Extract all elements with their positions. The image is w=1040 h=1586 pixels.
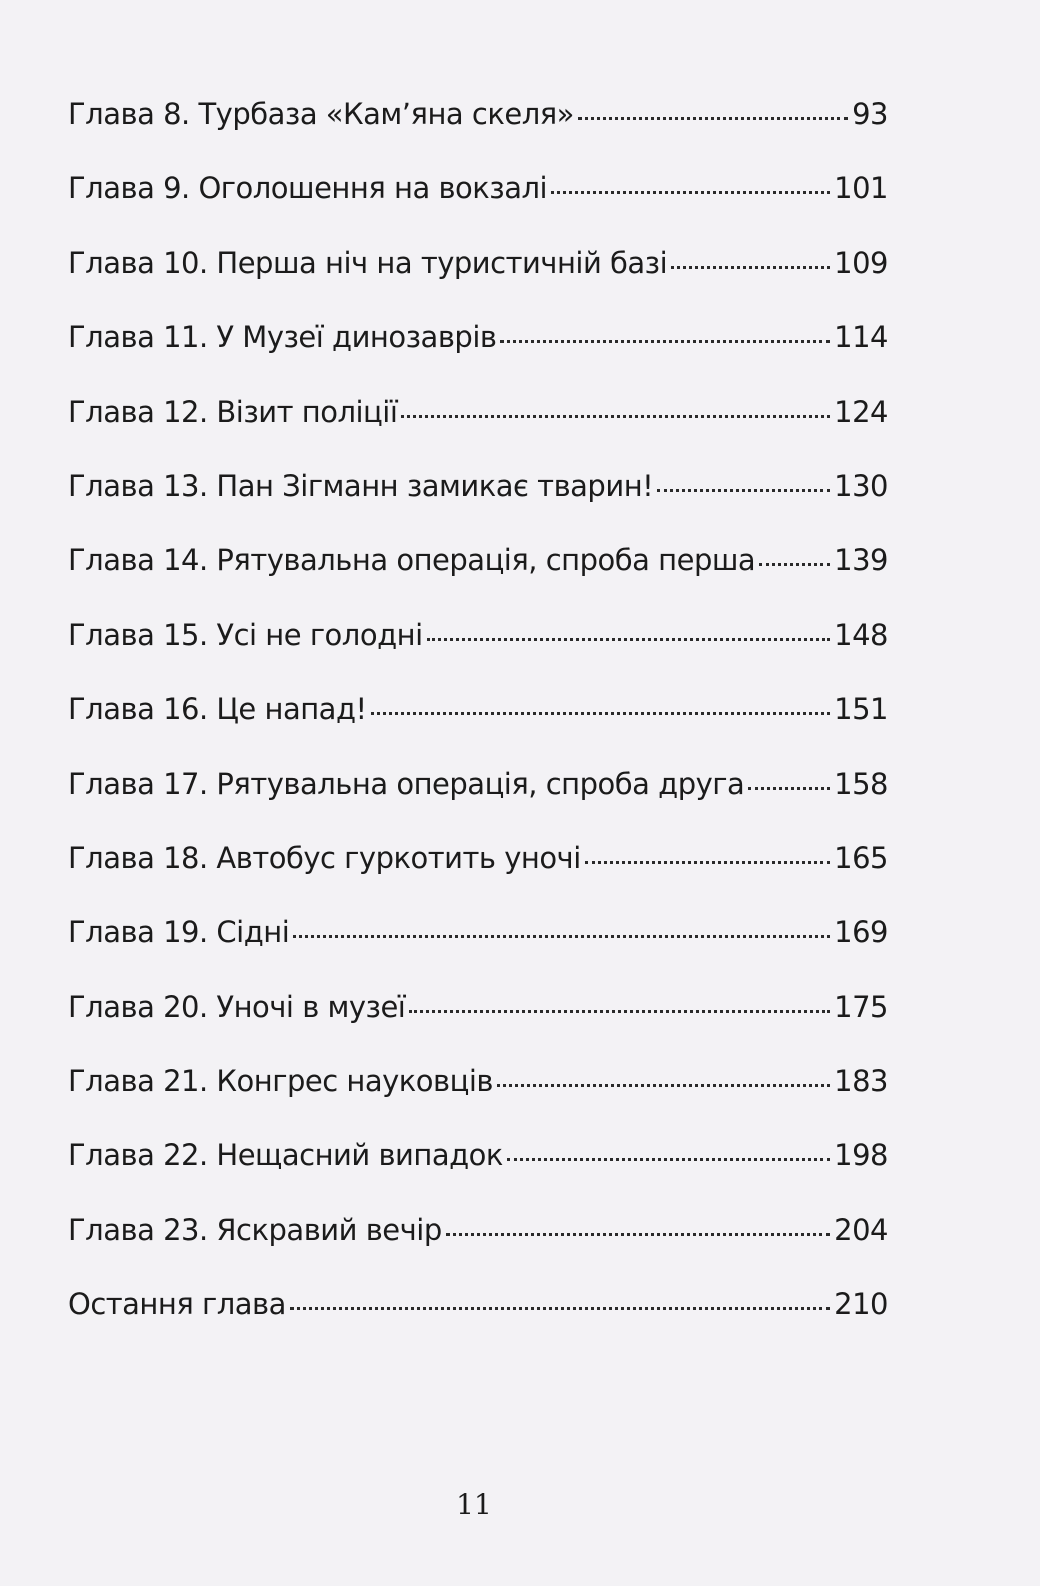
entry-page-number: 165 [834,840,888,875]
entry-page-number: 204 [834,1212,888,1247]
dot-leader [409,1010,830,1013]
toc-entry [68,617,888,695]
dot-leader [657,489,830,492]
entry-title: Глава 12. Візит поліції [68,394,398,429]
dot-leader [290,1307,830,1310]
toc-entry [68,1138,888,1215]
entry-page-number: 151 [834,692,888,727]
entry-title: Глава 16. Це напад! [68,692,367,727]
entry-title: Глава 19. Сідні [68,915,290,950]
entry-page-number: 93 [852,97,888,131]
entry-page-number: 158 [834,766,888,801]
dot-leader [293,935,830,938]
entry-page-number: 169 [834,915,888,950]
entry-title: Глава 11. У Музеї динозаврів [68,320,497,355]
page-number: 11 [456,1488,492,1521]
entry-title: Остання глава [68,1287,286,1322]
entry-title: Глава 15. Усі не голодні [68,617,423,652]
entry-page-number: 183 [834,1064,888,1099]
toc-entry [68,915,888,992]
entry-title: Глава 18. Автобус гуркотить уночі [68,840,581,875]
dot-leader [671,266,830,269]
toc-entry [68,320,888,397]
entry-page-number: 124 [834,394,888,429]
toc-entry [68,1064,888,1141]
entry-page-number: 175 [834,989,888,1024]
toc-entry [68,989,888,1067]
dot-leader [551,191,830,194]
dot-leader [371,712,831,715]
toc-entry [68,468,888,546]
entry-page-number: 139 [834,543,888,578]
dot-leader [748,787,830,790]
entry-page-number: 101 [834,171,888,206]
dot-leader [585,861,830,864]
toc-entry [68,692,888,769]
entry-title: Глава 14. Рятувальна операція, спроба перша [68,543,756,578]
dot-leader [497,1084,830,1087]
entry-page-number: 114 [834,320,888,355]
entry-page-number: 148 [834,617,888,652]
toc-entry [68,97,888,174]
toc-entry [68,543,888,620]
entry-title: Глава 23. Яскравий вечір [68,1212,442,1247]
toc-entry [68,1212,888,1290]
dot-leader [759,563,830,566]
toc-entry [68,766,888,844]
entry-title: Глава 8. Турбаза «Кам’яна скеля» [68,97,574,131]
dot-leader [507,1158,830,1161]
table-of-contents [68,97,888,1365]
dot-leader [578,117,848,120]
toc-entry [68,1287,888,1364]
dot-leader [427,638,830,641]
entry-title: Глава 17. Рятувальна операція, спроба друга [68,766,745,801]
entry-page-number: 198 [834,1138,888,1173]
entry-title: Глава 22. Нещасний випадок [68,1138,503,1173]
entry-page-number: 109 [834,245,888,280]
toc-entry [68,394,888,472]
entry-page-number: 210 [834,1287,888,1322]
toc-entry [68,171,888,248]
dot-leader [446,1233,830,1236]
entry-title: Глава 13. Пан Зігманн замикає тварин! [68,468,654,503]
entry-title: Глава 10. Перша ніч на туристичній базі [68,245,668,280]
entry-page-number: 130 [834,468,888,503]
entry-title: Глава 20. Уночі в музеї [68,989,406,1024]
dot-leader [401,415,830,418]
entry-title: Глава 9. Оголошення на вокзалі [68,171,548,206]
dot-leader [500,340,830,343]
toc-entry [68,840,888,918]
toc-entry [68,245,888,323]
entry-title: Глава 21. Конгрес науковців [68,1064,493,1099]
